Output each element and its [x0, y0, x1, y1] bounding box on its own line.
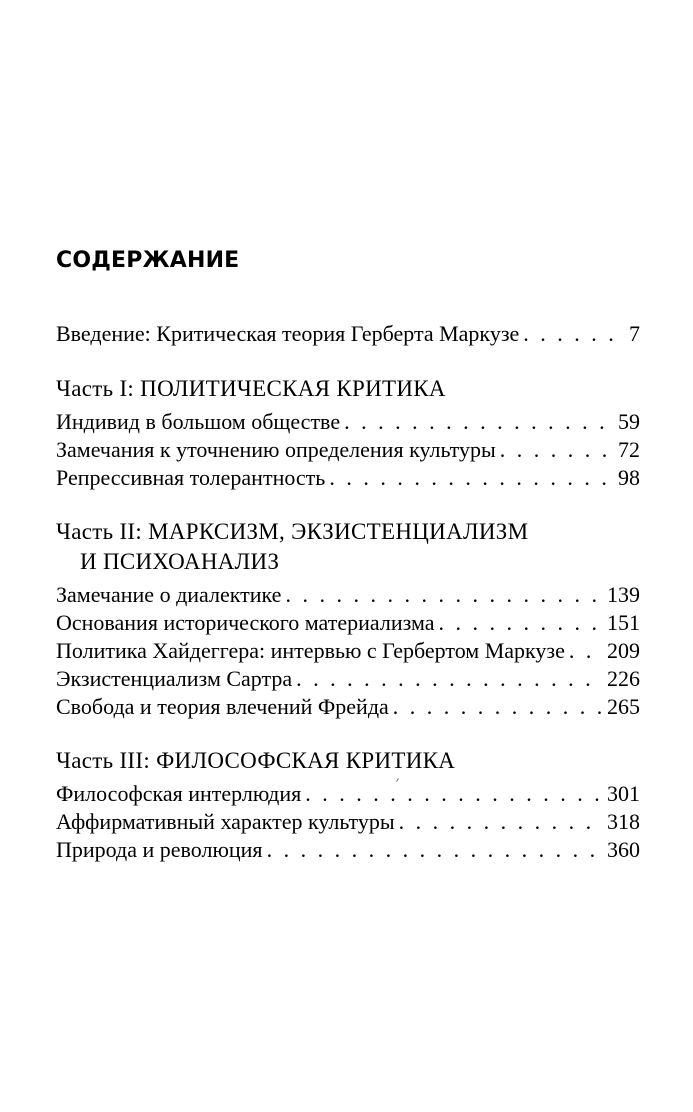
dot-leader: [393, 693, 603, 721]
dot-leader: [399, 808, 603, 836]
part-2: [56, 517, 640, 721]
toc-entry-page: 360: [607, 837, 640, 862]
toc-entry-label: Введение: Критическая теория Герберта Маркузе: [56, 321, 520, 346]
toc-entry-label: Философская интерлюдия: [56, 781, 302, 806]
toc-entry-label: Замечание о диалектике: [56, 582, 282, 607]
toc-entry-page: 98: [618, 465, 640, 490]
toc-entry-page: 7: [629, 321, 640, 346]
dot-leader: [500, 436, 614, 464]
part-heading-line: Часть I: ПОЛИТИЧЕСКАЯ КРИТИКА: [56, 376, 446, 401]
dot-leader: [329, 464, 614, 492]
toc-entry-label: Свобода и теория влечений Фрейда: [56, 694, 389, 719]
toc-title: СОДЕРЖАНИЕ: [56, 248, 240, 273]
toc-entry-page: 226: [607, 666, 640, 691]
part-entry-list: [56, 408, 640, 492]
toc-entry[interactable]: [56, 436, 640, 464]
toc-entry-label: Замечания к уточнению определения культуры: [56, 437, 496, 462]
toc-entry[interactable]: [56, 464, 640, 492]
toc-entry[interactable]: [56, 408, 640, 436]
toc-entry-label: Политика Хайдеггера: интервью с Гербертом Маркузе: [56, 638, 565, 663]
dot-leader: [305, 780, 603, 808]
toc-entry-label: Природа и революция: [56, 837, 263, 862]
part-entry-list: [56, 780, 640, 864]
part-3: [56, 746, 640, 864]
part-heading-line: Часть II: МАРКСИЗМ, ЭКЗИСТЕНЦИАЛИЗМ: [56, 519, 529, 544]
toc-entry-page: 265: [607, 694, 640, 719]
toc-entry-page: 318: [607, 809, 640, 834]
dot-leader: [285, 581, 603, 609]
toc-entry-page: 301: [607, 781, 640, 806]
dot-leader: [267, 836, 603, 864]
part-heading: [56, 746, 640, 776]
toc-entry[interactable]: [56, 780, 640, 808]
dot-leader: [523, 320, 625, 348]
toc-entry[interactable]: [56, 808, 640, 836]
toc-entry[interactable]: [56, 665, 640, 693]
toc-entry-page: 209: [607, 638, 640, 663]
toc-entry-label: Основания исторического материализма: [56, 610, 435, 635]
dot-leader: [344, 408, 614, 436]
toc-entry-label: Репрессивная толерантность: [56, 465, 326, 490]
part-heading: [56, 374, 640, 404]
part-entry-list: [56, 581, 640, 721]
toc-entry[interactable]: [56, 836, 640, 864]
toc-entry-label: Экзистенциализм Сартра: [56, 666, 293, 691]
toc-entry[interactable]: [56, 609, 640, 637]
dot-leader: [296, 665, 603, 693]
toc-entry[interactable]: [56, 637, 640, 665]
part-heading: [56, 517, 640, 577]
toc-entry-page: 139: [607, 582, 640, 607]
toc-entry[interactable]: [56, 693, 640, 721]
dot-leader: [569, 637, 603, 665]
part-heading-line: Часть III: ФИЛОСОФСКАЯ КРИТИКА: [56, 748, 456, 773]
toc-entry-label: Индивид в большом обществе: [56, 409, 341, 434]
toc-entry-intro[interactable]: [56, 320, 640, 348]
toc-entry-page: 151: [607, 610, 640, 635]
toc-entry[interactable]: [56, 581, 640, 609]
part-heading-line-continued: И ПСИХОАНАЛИЗ: [80, 549, 280, 574]
toc-entry-page: 59: [618, 409, 640, 434]
toc-entry-page: 72: [618, 437, 640, 462]
part-1: [56, 374, 640, 492]
dot-leader: [439, 609, 603, 637]
toc-entry-label: Аффирмативный характер культуры: [56, 809, 395, 834]
